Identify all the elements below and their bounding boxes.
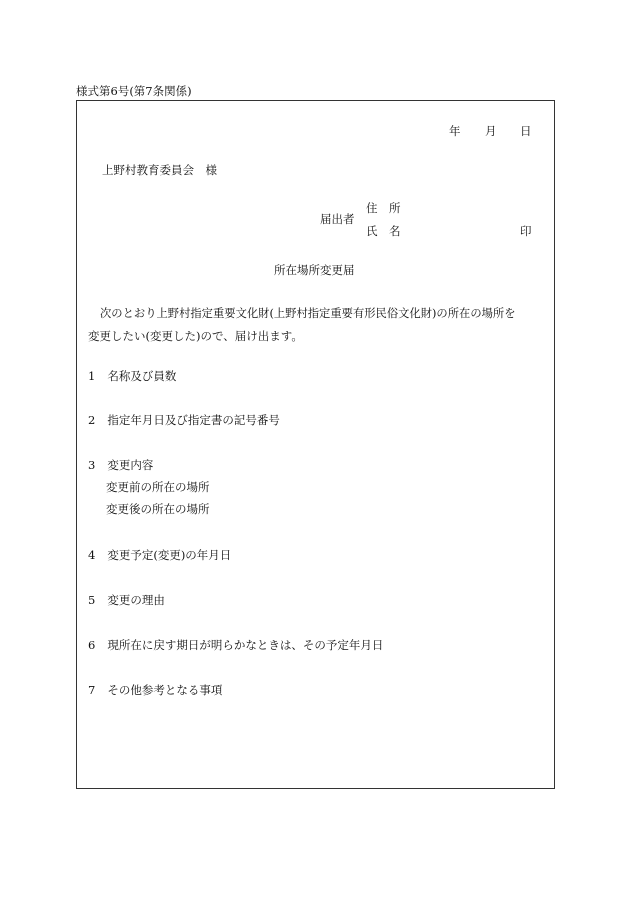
- item-7: [88, 685, 222, 697]
- addressee: 上野村教育委員会 様: [102, 163, 217, 177]
- item-label: 変更予定(変更)の年月日: [107, 548, 232, 562]
- date-day: 日: [520, 124, 532, 138]
- item-3-sub-1: 変更前の所在の場所: [106, 480, 210, 494]
- item-2: [88, 415, 280, 427]
- item-6: [88, 640, 383, 652]
- item-label: 変更の理由: [107, 593, 165, 607]
- item-label: 指定年月日及び指定書の記号番号: [107, 413, 280, 427]
- date-year: 年: [449, 124, 461, 138]
- item-5: [88, 595, 165, 607]
- item-label: その他参考となる事項: [107, 683, 223, 697]
- item-number: 6: [88, 638, 96, 652]
- item-4: [88, 550, 231, 562]
- body-line-2: 変更したい(変更した)ので、届け出ます。: [88, 329, 303, 343]
- seal-mark: 印: [520, 224, 532, 238]
- item-number: 5: [88, 593, 96, 607]
- item-number: 4: [88, 548, 96, 562]
- item-1: [88, 371, 176, 383]
- date-month: 月: [485, 124, 497, 138]
- item-number: 3: [88, 458, 96, 472]
- item-label: 名称及び員数: [107, 369, 177, 383]
- notifier-label: 届出者: [320, 212, 355, 226]
- item-label: 変更内容: [107, 458, 154, 472]
- body-line-1: 次のとおり上野村指定重要文化財(上野村指定重要有形民俗文化財)の所在の場所を: [100, 307, 516, 320]
- item-number: 7: [88, 683, 96, 697]
- notifier-name-label: 氏 名: [366, 224, 401, 238]
- item-number: 1: [88, 369, 96, 383]
- item-label: 現所在に戻す期日が明らかなときは、その予定年月日: [107, 638, 384, 652]
- item-number: 2: [88, 413, 96, 427]
- notifier-address-label: 住 所: [366, 201, 401, 215]
- form-label: 様式第6号(第7条関係): [76, 84, 192, 98]
- item-3: [88, 460, 153, 472]
- document-title: 所在場所変更届: [274, 263, 355, 277]
- item-3-sub-2: 変更後の所在の場所: [106, 502, 210, 516]
